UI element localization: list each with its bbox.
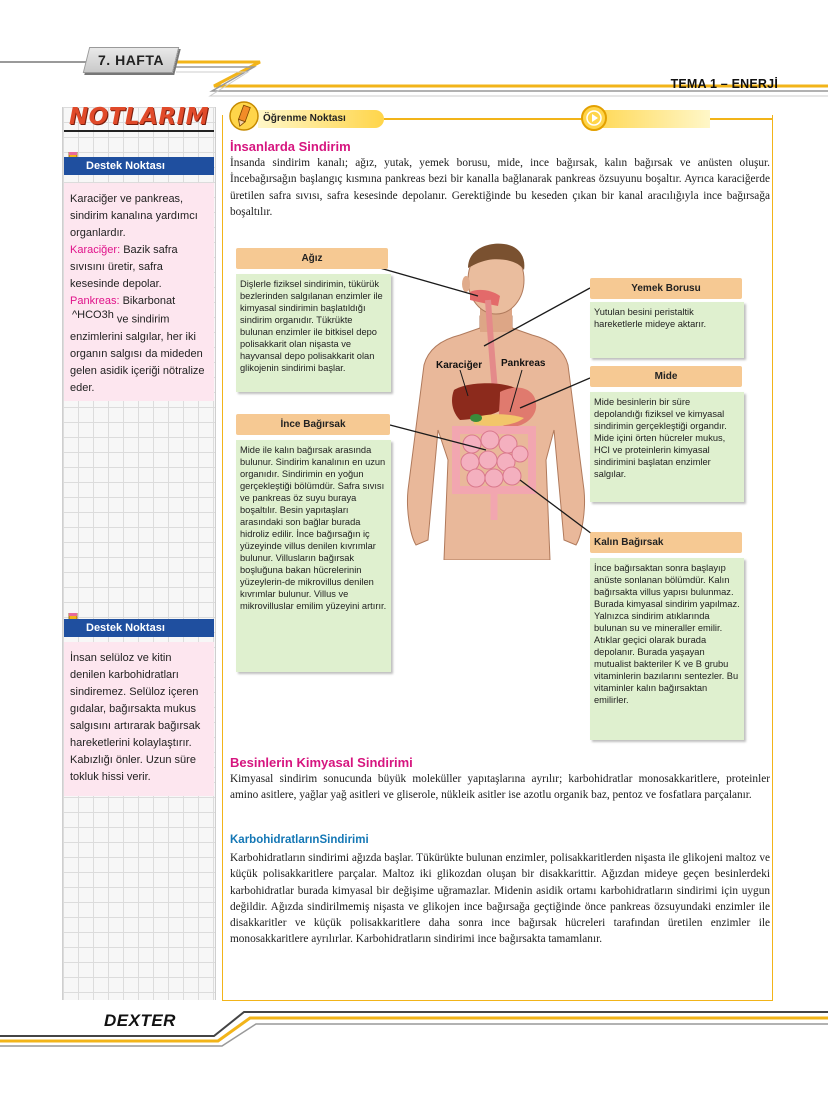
bicarbonate-formula: ^HCO3h: [72, 309, 114, 321]
label-mouth: Ağız: [236, 248, 388, 269]
label-stomach: Mide: [590, 366, 742, 387]
support-heading-1: Destek Noktası: [64, 157, 214, 175]
section-title-chemical: Besinlerin Kimyasal Sindirimi: [230, 755, 413, 770]
box-large-intestine: İnce bağırsaktan sonra başlayıp anüste sonlanan bölümdür. Kalın bağırsakta villus yapısı bulunmaz. Burada kimyasal sindirim yapılmaz. Yalnızca sindirim atıklarında bulunan su ve mineraller emilir. Atıklar geçici olarak burada depolanır. Burada yaşayan mutualist bakteriler K ve B grubu vitaminlerin bazılarını sentezler. Bu vitaminler kalın bağırsaktan emilirler.: [590, 558, 744, 740]
tag-liver: Karaciğer: [436, 360, 483, 371]
support-2-text: İnsan selüloz ve kitin denilen karbohidratları sindiremez. Selüloz içeren gıdalar, bağırsakta mukus salgısını artırarak bağırsak hareketlerini kolaylaştırır. Kabızlığı önler. Uzun süre tokluk hissi verir.: [70, 652, 201, 783]
box-small-intestine: Mide ile kalın bağırsak arasında bulunur. Sindirim kanalının en uzun organıdır. Sindirimin en yoğun gerçekleştiği bölümdür. Safra sıvısı ve pankreas öz suyu buraya boşaltılır. Besin yapıtaşları arasındaki son bağlar burada hidroliz edilir. İnce bağırsağın iç yüzeyinde villus denilen kıvrımlar bulunur. Villusların bağırsak boşluğuna bakan hücrelerinin yüzeylerin-de mikrovillus denilen kıvrımlar bulunur. Villus ve mikrovilluslar emilim yüzeyini artırır.: [236, 440, 391, 672]
box-esophagus: Yutulan besini peristaltik hareketlerle mideye aktarır.: [590, 302, 744, 358]
section-text-chemical: Kimyasal sindirim sonucunda büyük moleküller yapıtaşlarına ayrılır; karbohidratlar monosakkaritlere, proteinler amino asitlere, yağlar yağ asitleri ve gliserole, nükleik asitler ise azotlu organik baz, pentoz ve fosfatlara parçalanır.: [230, 773, 770, 802]
section-text-carbohydrates: Karbohidratların sindirimi ağızda başlar. Tükürükte bulunan enzimler, polisakkaritlerden nişasta ile glikojeni maltoz ve küçük polisakkaritlere parçalar. Maltoz iki glikozdan oluşan bir disakkarittir. Ağızdan mideye geçen besinlerdeki karbohidratlar burada kimyasal bir değişime uğramazlar. Midenin asidik ortamı karbohidratların sindirimi için uygun değildir. Ağızda sindirilmemiş nişasta ve glikojen ince bağırsağa geçtiğinde önce pankreas özsuyundaki enzimler ile disakkaritler ve küçük polisakkaritlere daha sonra ince bağırsak hücreleri tarafından üretilen enzimler ile monosakkaritlere ayrılırlar. Karbohidratların sindirimi ince bağırsakta tamamlanır.: [230, 852, 770, 946]
notes-title: NOTLARIM: [68, 104, 210, 130]
box-stomach: Mide besinlerin bir süre depolandığı fiziksel ve kimyasal sindirimin gerçekleştiği organdır. Mide içini örten hücreler mukus, HCI ve proteinlerin kimyasal sindirimini başlatan enzimler salgılar.: [590, 392, 744, 502]
liver-term: Karaciğer:: [70, 244, 121, 256]
tag-pancreas: Pankreas: [501, 358, 546, 369]
section-title-digestion: İnsanlarda Sindirim: [230, 139, 351, 154]
support-heading-2: Destek Noktası: [64, 619, 214, 637]
liver-text: Bazik safra sıvısını üretir, safra kesesinde depolar.: [70, 244, 178, 290]
label-esophagus: Yemek Borusu: [590, 278, 742, 299]
week-label: 7. HAFTA: [98, 52, 164, 68]
box-mouth: Dişlerle fiziksel sindirimin, tükürük bezlerinden salgılanan enzimler ile kimyasal sindirimin başlatıldığı sindirim organıdır. Tükrükte bulunan enzimler ile bitkisel depo polisakkarit olan nişasta ve hayvansal depo polisakkarit olan glikojenin sindirimi başlar.: [236, 274, 391, 392]
label-large-intestine: Kalın Bağırsak: [590, 532, 742, 553]
brand-logo: DEXTER: [104, 1011, 176, 1030]
section-title-carbohydrates: KarbohidratlarınSindirimi: [230, 834, 369, 846]
learning-badge-label: Öğrenme Noktası: [263, 113, 346, 124]
pancreas-term: Pankreas:: [70, 295, 120, 307]
label-small-intestine: İnce Bağırsak: [236, 414, 390, 435]
theme-label: TEMA 1 – ENERJİ: [670, 77, 778, 91]
pancreas-rest: ve sindirim enzimlerini salgılar, her iki organın salgısı da mideden gelen asidik içeriği nötralize eder.: [70, 313, 205, 394]
support-1-intro: Karaciğer ve pankreas, sindirim kanalına yardımcı organlardır.: [70, 193, 198, 239]
section-text-digestion: İnsanda sindirim kanalı; ağız, yutak, yemek borusu, mide, ince bağırsak, kalın bağırsak ve anüsten oluşur. İncebağırsağın başlangıç kısmına pankreas bezi bir kanalla bağlanarak pankreas özsuyunu boşaltır. Ayrıca karaciğerde üretilen safra sıvısı, safra kesesinde depolanır. Gerektiğinde bu keseden çıkan bir kanal aracılığıyla ince bağırsağa boşaltılır.: [230, 157, 770, 218]
pancreas-text: Bikarbonat: [119, 295, 176, 307]
